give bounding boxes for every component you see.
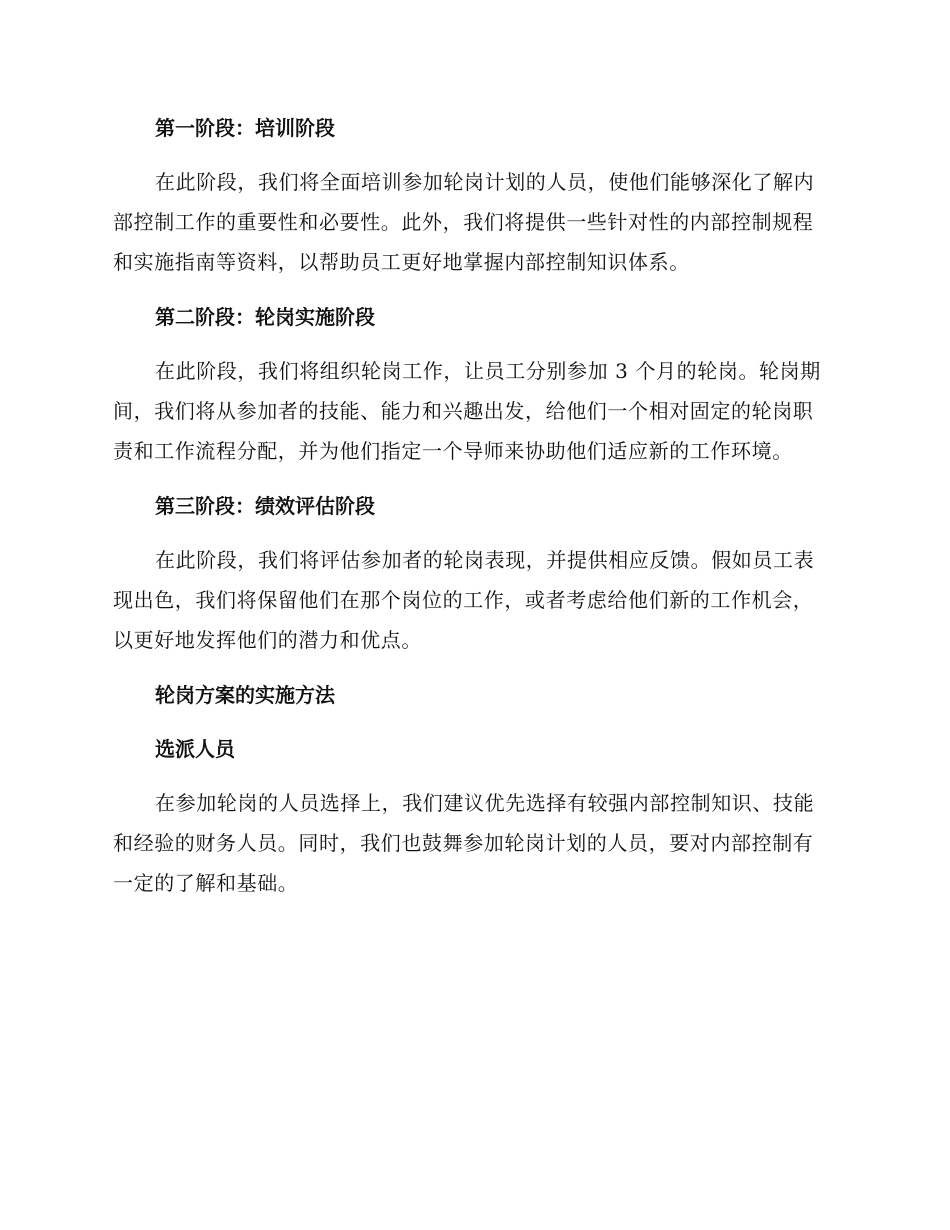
method-heading: 轮岗方案的实施方法 — [155, 683, 335, 707]
method-subheading: 选派人员 — [155, 737, 235, 761]
section-paragraph-stage-1: 在此阶段，我们将全面培训参加轮岗计划的人员，使他们能够深化了解内部控制工作的重要性和必要性。此外，我们将提供一些针对性的内部控制规程和实施指南等资料，以帮助员工更好地掌握内部控制知识体系。 — [113, 170, 815, 274]
section-heading-stage-1: 第一阶段：培训阶段 — [155, 116, 335, 140]
document-body — [113, 108, 831, 903]
method-paragraph: 在参加轮岗的人员选择上，我们建议优先选择有较强内部控制知识、技能和经验的财务人员。同时，我们也鼓舞参加轮岗计划的人员，要对内部控制有一定的了解和基础。 — [113, 791, 815, 895]
section-heading-stage-2: 第二阶段：轮岗实施阶段 — [155, 305, 375, 329]
section-paragraph-stage-2: 在此阶段，我们将组织轮岗工作，让员工分别参加 3 个月的轮岗。轮岗期间，我们将从参加者的技能、能力和兴趣出发，给他们一个相对固定的轮岗职责和工作流程分配，并为他们指定一个导师来协助他们适应新的工作环境。 — [113, 359, 821, 463]
section-paragraph-stage-3: 在此阶段，我们将评估参加者的轮岗表现，并提供相应反馈。假如员工表现出色，我们将保留他们在那个岗位的工作，或者考虑给他们新的工作机会，以更好地发挥他们的潜力和优点。 — [113, 548, 815, 652]
section-heading-stage-3: 第三阶段：绩效评估阶段 — [155, 494, 375, 518]
